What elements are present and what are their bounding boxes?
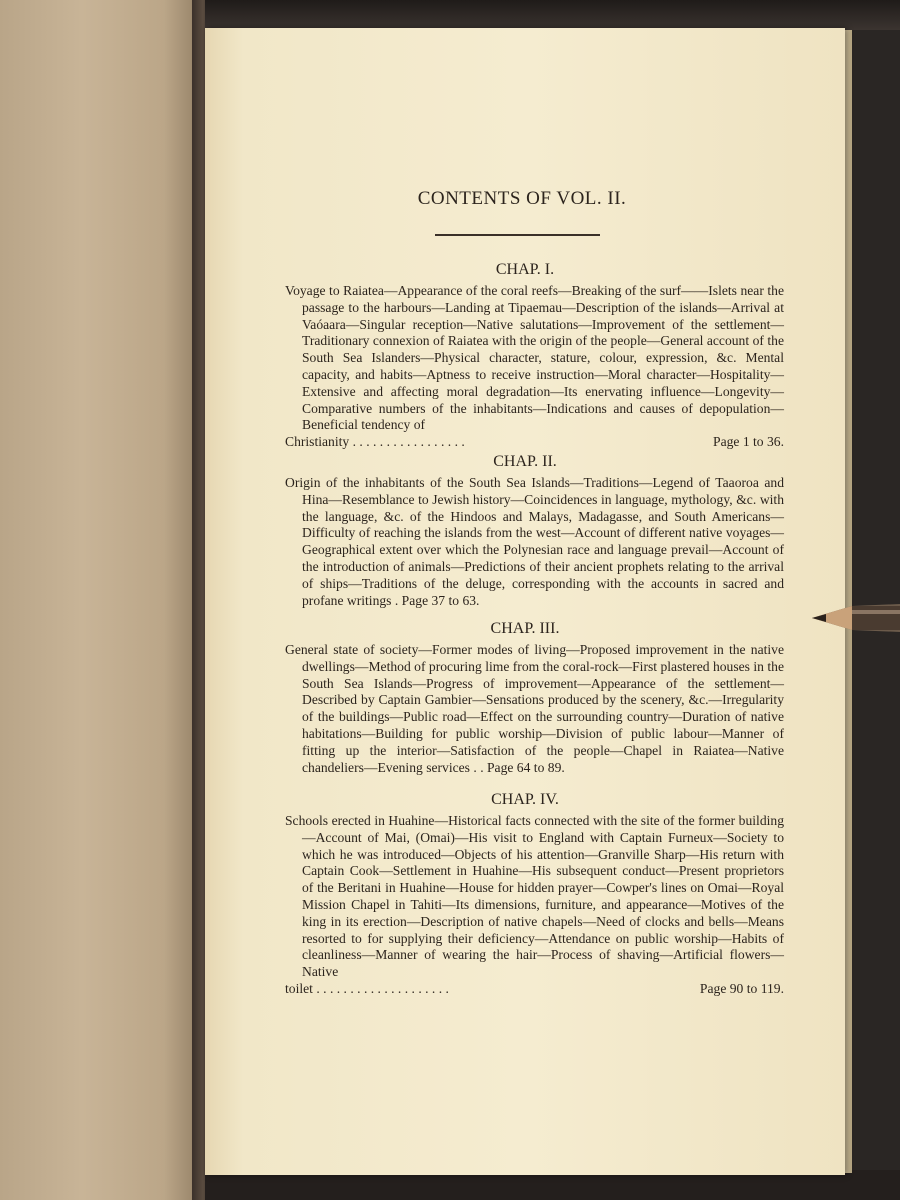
chapter-heading: CHAP. II.	[493, 453, 557, 470]
chapter-heading: CHAP. III.	[490, 620, 560, 637]
chapter-pages: Page 64 to 89.	[486, 759, 565, 775]
background-top	[205, 0, 900, 30]
chapter-summary	[285, 475, 784, 609]
chapter-pages: Page 90 to 119.	[699, 980, 784, 996]
title-rule	[435, 234, 600, 236]
chapter-last-line	[285, 434, 784, 451]
chapter-text: Schools erected in Huahine—Historical facts connected with the site of the former building—Account of Mai, (Omai)—His visit to England with Captain Furneux—Society to which he was introduced—Objects of his attention—Granville Sharp—His return with Captain Cook—Settlement in Huahine—His subsequent conduct—Present proprietors of the Beritani in Huahine—House for hidden prayer—Cowper's lines on Omai—Royal Mission Chapel in Tahiti—Its dimensions, furniture, and appearance—Motives of the king in its erection—Description of native chapels—Need of clocks and bells—Means resorted to for supplying their deficiency—Attendance on public worship—Habits of cleanliness—Manner of wearing the hair—Process of shaving—Artificial flowers—Native	[285, 813, 784, 980]
chapter-heading: CHAP. IV.	[491, 791, 559, 808]
chapter-last-word: Christianity	[285, 434, 350, 450]
chapter-pages: Page 37 to 63.	[401, 592, 480, 608]
chapter-text: General state of society—Former modes of living—Proposed improvement in the native dwellings—Method of procuring lime from the coral-rock—First plastered houses in the South Sea Islands—Progress of improvement—Appearance of the settlement—Described by Captain Gambier—Sensations produced by the scenery, &c.—Irregularity of the buildings—Public road—Effect on the surrounding country—Duration of native habitations—Building for public worship—Division of public labour—Manner of fitting up the interior—Satisfaction of the people—Chapel in Raiatea—Native chandeliers—Evening services	[285, 642, 784, 775]
chapter-summary	[285, 642, 784, 776]
chapter-summary	[285, 813, 784, 998]
page-title: CONTENTS OF VOL. II.	[417, 188, 627, 209]
chapter-text: Voyage to Raiatea—Appearance of the coral reefs—Breaking of the surf——Islets near the passage to the harbours—Landing at Tipaemau—Description of the islands—Arrival at Vaóaara—Singular reception—Native salutations—Improvement of the settlement—Traditionary connexion of Raiatea with the origin of the people—General account of the South Sea Islanders—Physical character, stature, colour, expression, &c. Mental capacity, and habits—Aptness to receive instruction—Moral character—Hospitality—Extensive and affecting moral degradation—Its enervating influence—Longevity—Comparative numbers of the inhabitants—Indications and causes of depopulation—Beneficial tendency of	[285, 283, 784, 433]
chapter-last-word: toilet	[285, 980, 313, 996]
chapter-last-line	[285, 980, 784, 998]
leader-dots: . . . . . . . . . . . . . . . . . . . .	[316, 980, 449, 996]
book-cover-left	[0, 0, 205, 1200]
chapter-summary	[285, 283, 784, 451]
contents-page	[205, 28, 845, 1175]
pencil-tip-icon	[812, 600, 900, 636]
chapter-heading: CHAP. I.	[495, 261, 555, 278]
leader-dots: .	[394, 592, 402, 608]
leader-dots: . .	[473, 759, 487, 775]
chapter-pages: Page 1 to 36.	[713, 434, 784, 450]
leader-dots: . . . . . . . . . . . . . . . . .	[352, 434, 465, 450]
chapter-text: Origin of the inhabitants of the South Sea Islands—Traditions—Legend of Taaoroa and Hina—Resemblance to Jewish history—Coincidences in language, mythology, &c. with the language, &c. of the Hindoos and Malays, Madagasse, and South Americans—Difficulty of reaching the islands from the west—Account of different native voyages—Geographical extent over which the Polynesian race and language prevail—Account of the introduction of animals—Predictions of their ancient prophets relating to the arrival of ships—Traditions of the deluge, corresponding with the accounts in sacred and profane writings	[285, 475, 784, 608]
